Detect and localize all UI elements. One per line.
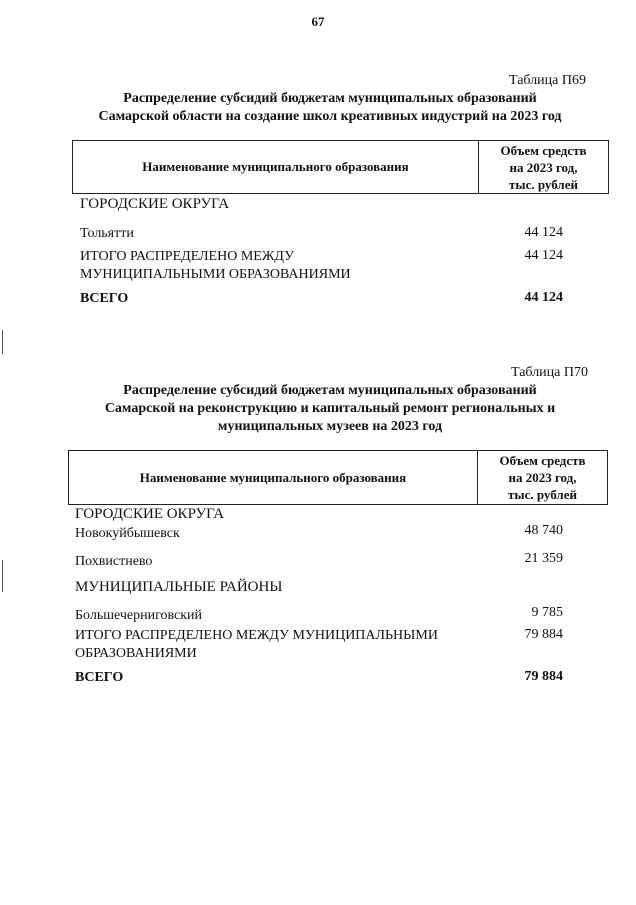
table-p70-title [60, 382, 600, 436]
table-p69-group-city-districts: ГОРОДСКИЕ ОКРУГА [80, 196, 230, 212]
table-p70-title-line1: Распределение субсидий бюджетам муниципальных образований [123, 383, 537, 398]
table-p70-header-amount: Объем средств на 2023 год, тыс. рублей [499, 453, 586, 502]
table-p70-subtotal-value: 79 884 [524, 627, 563, 642]
table-p70-row-pokhvistnevo-value: 21 359 [524, 551, 563, 566]
table-p70-row-novokuybyshevsk-name: Новокуйбышевск [75, 526, 180, 541]
table-p70-header-name: Наименование муниципального образования [69, 451, 478, 504]
table-p70-subtotal-label: ИТОГО РАСПРЕДЕЛЕНО МЕЖДУ МУНИЦИПАЛЬНЫМИ ОБРАЗОВАНИЯМИ [75, 628, 438, 661]
table-p69-total-label: ВСЕГО [80, 291, 129, 306]
table-p70-group-city-districts: ГОРОДСКИЕ ОКРУГА [75, 506, 225, 522]
table-p70-group-municipal-districts: МУНИЦИПАЛЬНЫЕ РАЙОНЫ [75, 579, 283, 595]
table-p69-header [72, 140, 609, 194]
table-p70-total-label: ВСЕГО [75, 670, 124, 685]
table-p69-header-name: Наименование муниципального образования [73, 141, 479, 193]
table-p70-row-novokuybyshevsk-value: 48 740 [524, 523, 563, 538]
table-p70-row-bolshechernigovsky-name: Большечерниговский [75, 608, 203, 623]
table-p69-header-amount: Объем средств на 2023 год, тыс. рублей [500, 142, 587, 192]
table-p69-total-value: 44 124 [524, 290, 563, 305]
table-p70-row-bolshechernigovsky-value: 9 785 [531, 605, 563, 620]
table-p69-title [60, 90, 600, 126]
table-p69-title-line1: Распределение субсидий бюджетам муниципальных образований [123, 91, 537, 106]
table-p70-number: Таблица П70 [511, 365, 588, 380]
scan-mark [2, 330, 3, 354]
table-p70-title-line2: Самарской на реконструкцию и капитальный ремонт региональных и [104, 401, 556, 416]
page-number: 67 [311, 14, 325, 29]
table-p70-row-pokhvistnevo-name: Похвистнево [75, 554, 153, 569]
table-p70-total-value: 79 884 [524, 669, 563, 684]
table-p69-subtotal-value: 44 124 [524, 248, 563, 263]
table-p70-header [68, 450, 608, 505]
table-p69-number: Таблица П69 [509, 73, 586, 88]
table-p69-row-togliatti-value: 44 124 [524, 225, 563, 240]
table-p69-title-line2: Самарской области на создание школ креативных индустрий на 2023 год [98, 109, 562, 124]
table-p69-subtotal-label: ИТОГО РАСПРЕДЕЛЕНО МЕЖДУ МУНИЦИПАЛЬНЫМИ ОБРАЗОВАНИЯМИ [80, 249, 351, 282]
table-p69-row-togliatti-name: Тольятти [80, 226, 134, 241]
scan-mark [2, 560, 3, 592]
table-p70-title-line3: муниципальных музеев на 2023 год [217, 419, 443, 434]
